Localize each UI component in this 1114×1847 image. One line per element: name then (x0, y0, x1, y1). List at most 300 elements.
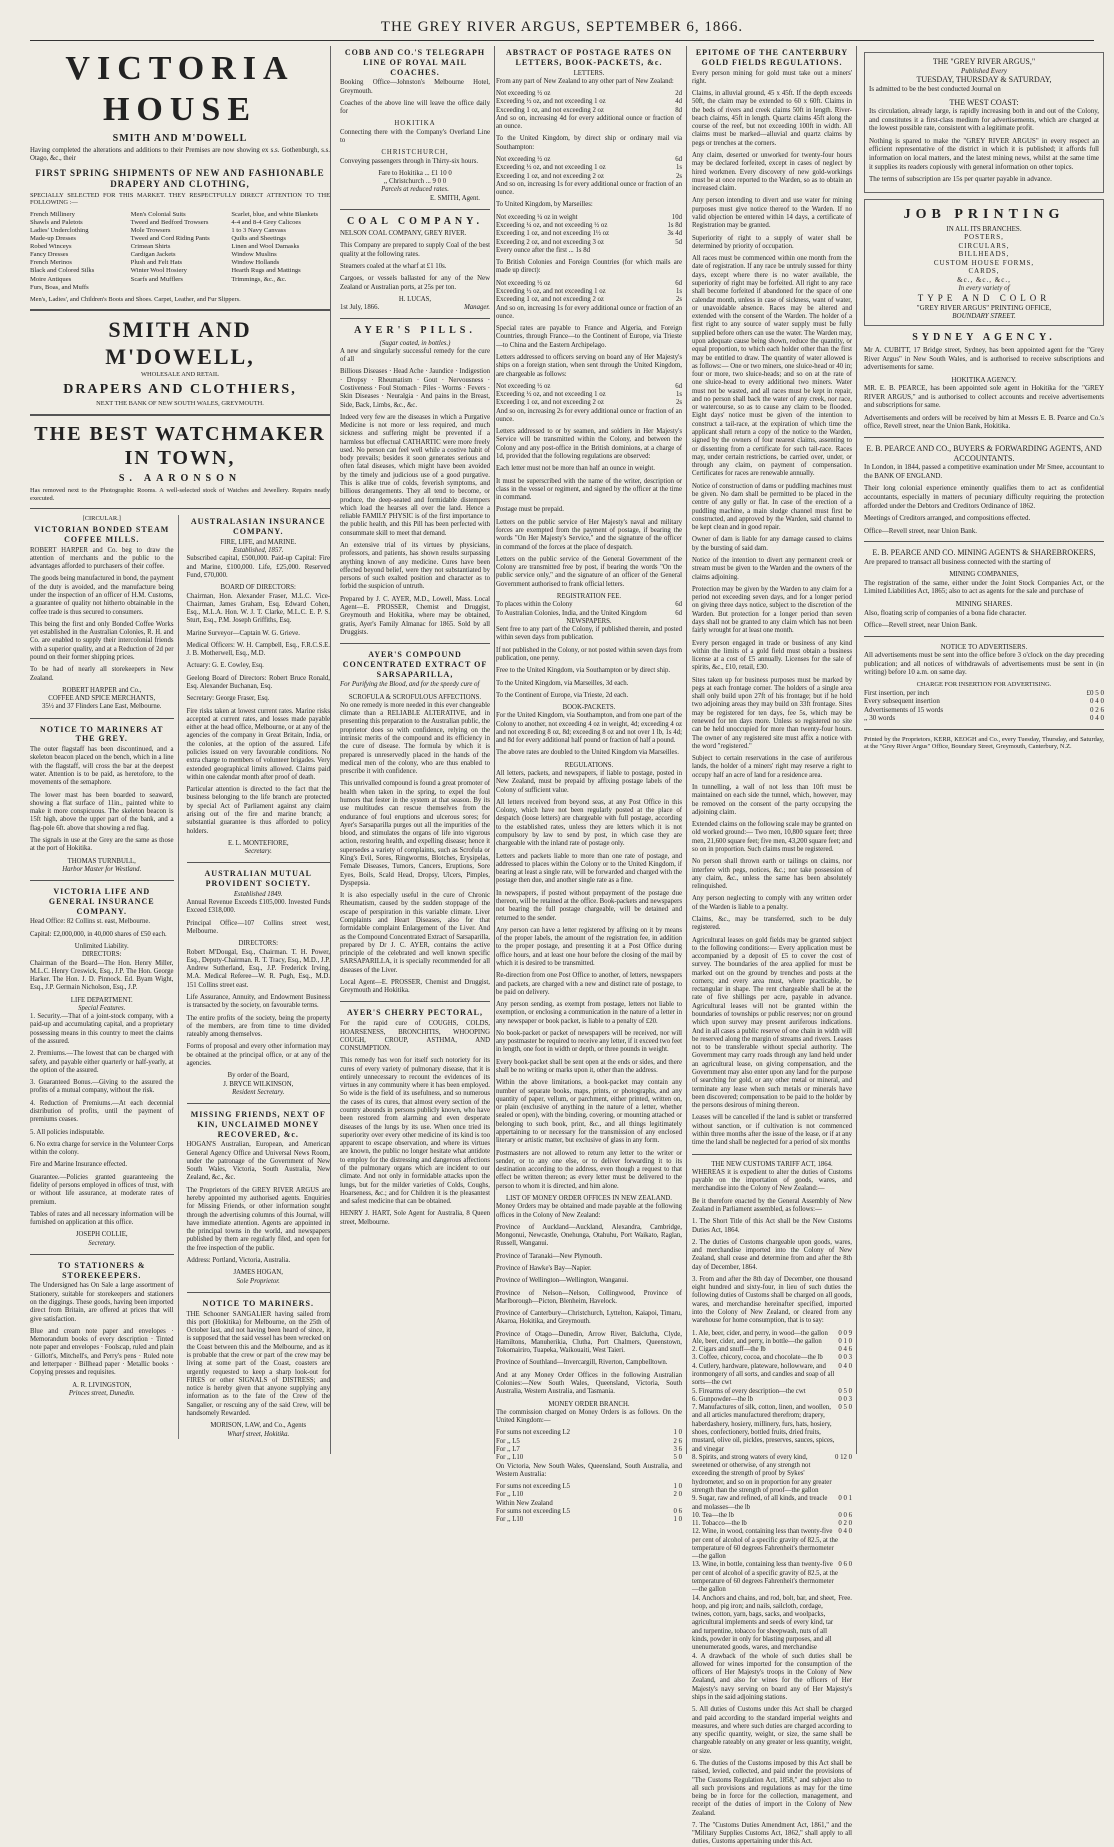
tariff-row (692, 1520, 852, 1528)
tariff-row (692, 1512, 852, 1520)
missing-address: Address: Portland, Victoria, Australia. (186, 1256, 291, 1264)
charge-rate-row (864, 689, 1104, 698)
money-rate-row-label: For ,, L7 (496, 1446, 520, 1453)
cobb-booking: Booking Office—Johnston's Melbourne Hotel, Greymouth. (340, 79, 490, 95)
tariff-row-label: 4. Cutlery, hardware, plateware, hollowware, and ironmongery of all sorts, and candles and soap of all sorts—the cwt (692, 1362, 835, 1387)
pearce1-p4: Office—Revell street, near Union Bank. (864, 526, 978, 535)
charge-rate-row-value: 0 4 0 (1090, 714, 1104, 723)
tariff-row (692, 1528, 852, 1561)
postage-p15: Postage must be prepaid. (496, 506, 564, 514)
postage-p9: Special rates are payable to France and Algeria, and Foreign Countries, through France—to the Continent of Europe, via Trieste—to China and the Eastern Archipelago. (496, 325, 682, 349)
pearce2-sub2: MINING SHARES. (955, 599, 1013, 608)
argus-p1: Is admitted to be the best conducted Journal on (869, 85, 1001, 94)
mutual-sig2: J. BRYCE WILKINSON, (223, 1080, 294, 1088)
life-title: VICTORIA LIFE AND GENERAL INSURANCE COMPANY. (48, 887, 155, 916)
job-item: &c., &c., &c., (957, 275, 1011, 284)
postage-rate-row (496, 164, 682, 172)
mariners-title: NOTICE TO MARINERS AT THE GREY. (40, 724, 164, 744)
mutual-list: Robert M'Dougal, Esq., Chairman. T. H. Power, Esq., Deputy-Chairman. R. T. Tracy, Esq., M.D., J.P. Andrew Sutherland, Esq., J.P. Frederick Irving, M.A. Medical Referee—W. R. Pugh, Esq., M.D. 151 Collins street east. (186, 948, 330, 989)
tariff-row (692, 1561, 852, 1594)
postage-rate-row (496, 98, 682, 106)
cant-p11: Every person engaged in trade or business of any kind within the limits of a gold field must obtain a business license at a cost of £5 annually. Licenses for the sale of spirits, &c., £10, retail, £30. (692, 639, 852, 672)
tariff-row-value: 0 4 6 (838, 1346, 852, 1354)
life-capital: Capital: £2,000,000, in 40,000 shares of £50 each. (30, 930, 167, 938)
sarsa-title: AYER'S COMPOUND CONCENTRATED EXTRACT OF SARSAPARILLA, (342, 650, 488, 679)
mutual-p1: Life Assurance, Annuity, and Endowment Business is transacted by the society, on favourable terms. (186, 993, 330, 1010)
cobb-hokitika: HOKITIKA (394, 120, 436, 128)
tariff-row (692, 1595, 852, 1653)
money-rate-row (496, 1516, 682, 1524)
reg-p7: Any person sending, as exempt from postage, letters not liable to exemption, or enclosing a communication in the nature of a letter in any newspaper or book packet, is liable to a penalty of £20. (496, 1001, 682, 1025)
postage-rate-row (496, 173, 682, 181)
tariff-row (692, 1363, 852, 1388)
postage-rate-row-value: 3s 4d (667, 230, 682, 238)
coal-title: COAL COMPANY. (347, 215, 483, 227)
divider (187, 862, 331, 863)
charge-rate-row-value: 0 2 6 (1090, 705, 1104, 714)
cobb-parcels: Parcels at reduced rates. (381, 186, 449, 194)
mutual-office: Principal Office—107 Collins street west, Melbourne. (186, 919, 330, 936)
job-printing-box (864, 199, 1104, 326)
pearce2-p1: Are prepared to transact all business connected with the starting of (864, 557, 1051, 566)
pearce2-p3: Also, floating scrip of companies of a bona fide character. (864, 608, 1027, 617)
postage-p6: Every ounce after the first ... 1s 8d (496, 246, 590, 254)
money-rate-row-value: 2 6 (673, 1437, 682, 1445)
drapery-item: French Merinos (30, 259, 72, 267)
cant-p16: No person shall thrown earth or tailings on claims, nor interfere with pegs, notices, &c.; nor take possession of any claim, &c., unless the same has been absolutely relinquished. (692, 858, 852, 891)
cant-p15: Extended claims on the following scale may be granted on old worked ground:— Two men, 10,800 square feet; three men, 21,600 square feet; five men, 43,200 square feet; and so on in proportion. Such claims must be registered. (692, 821, 852, 853)
registration-rates (496, 601, 682, 618)
regulations-heading: REGULATIONS. (564, 761, 614, 769)
cant-p19: Agricultural leases on gold fields may be granted subject to the following conditions:— Every application must be accompanied by a deposit of £5 to cover the cost of survey. The boundaries of the area applied for must be marked out on the ground by trenches and posts at the corners; and every area must, where practicable, be rectangular in shape. The rent chargeable shall be at the rate of five shillings per acre, payable in advance. Agricultural leases will not be granted within the boundaries of townships or public reserves; nor on ground which upon survey may present auriferous indications. And in all cases a public reserve of one chain in width will be reserved along the margin of streams and rivers. Leases not to be transferable without special authority. The Government may carry roads through any land held under an agricultural lease, on giving compensation, and the Government may also enter upon any land for the purpose of searching for gold, or any other metal or mineral, and terminate any lease when such metals or minerals have been discovered; compensation to be paid to the holder by the persons desirous of mining thereon. (692, 936, 852, 1110)
postage-rate-row-value: 1s (675, 287, 682, 295)
postage-rate-row (496, 280, 682, 288)
reg-p11: Postmasters are not allowed to return any letter to the writer or sender, or to any one else, or to deliver forwarding it to its destination according to the address, even though a request to that effect be written thereon; as every letter must be delivered to the person to whom it is directed, and him alone. (496, 1149, 682, 1190)
column-5 (864, 46, 1104, 1454)
postage-rate-row (496, 156, 682, 164)
postage-rates-5 (496, 383, 682, 408)
job-item: POSTERS, (964, 233, 1004, 242)
notice-mariners-p1: THE Schooner SANGALIER having sailed from this port (Hokitika) for Melbourne, on the 25th of October last, and not having been heard of since, it is supposed that the said vessel has been wrecked on the Coast between this and the Melbourne, and as it is probable that the crew or part of the crew may be living at some part of the Coast, coasters are urgently requested to keep a sharp look-out for FIRES or other SIGNALS of DISTRESS; and notice is hereby given that anyone supplying any information as to the fate of the Crew of the Sangalier, or rescuing any of the said Crew, will be handsomely Rewarded. (186, 1310, 330, 1417)
coal-date-row (340, 304, 490, 312)
cant-p13: Subject to certain reservations in the case of auriferous lands, the holder of a miners' right may reserve a right to occupy half an acre of land for a residence area. (692, 755, 852, 779)
postage-rate-row (496, 222, 682, 230)
argus-title: THE "GREY RIVER ARGUS," (932, 57, 1036, 66)
charge-rate-row-value: 0 4 0 (1090, 697, 1104, 706)
tariff-row-label: Ale, beer, cider, and perry, in bottle—the gallon (692, 1337, 822, 1345)
life-fire: Fire and Marine Insurance effected. (30, 1161, 128, 1169)
money-rate-row-label: For ,, L10 (496, 1491, 524, 1499)
postage-rates-2 (496, 156, 682, 181)
divider (340, 209, 490, 210)
newspapers-heading: NEWSPAPERS. (566, 617, 612, 625)
postage-rate-row-label: Exceeding 1 oz, and not exceeding 2 oz (496, 172, 604, 180)
tariff-row-label: 8. Spirits, and strong waters of every kind, sweetened or otherwise, of any strength not exceeding the strength of proof by Sykes' hydrometer, and so on in proportion for any greater strength than the strength of proof—the gallon (692, 1453, 832, 1494)
austral-geelong: Geelong Board of Directors: Robert Bruce Ronald, Esq. Alexander Buchanan, Esq. (186, 674, 330, 691)
charge-rate-row (864, 706, 1104, 715)
cant-p12: Sites taken up for business purposes must be marked by pegs at each frontage corner. The holders of a single area shall only build upon 27ft of his frontage; but if he hold two adjoining areas they may build on 33ft frontage. Sites may be registered for ten days, fee 5s, which may be renewed for ten days more. Unless so registered no site can be held unoccupied for more than twenty-four hours. The owner of any registered site must affix a notice with the word "registered." (692, 676, 852, 750)
watchmaker-name: S. AARONSON (118, 472, 242, 484)
postage-rate-row-value: 4d (675, 98, 682, 106)
postage-rate-row-label: Not exceeding ½ oz (496, 279, 551, 287)
austral-p2: Particular attention is directed to the fact that the business belonging to the life branch are protected by special Act of Parliament against any claim arising out of the fire and marine branch; a substantial guarantee is thus afforded to policy holders. (186, 786, 330, 835)
money-rate-row-label: For ,, L5 (496, 1437, 520, 1445)
drapery-item: Black and Colored Silks (30, 267, 95, 275)
postage-p17: Letters on the public service of the General Government of the Colony are transmitted free by post, if bearing the words "On the public service only," and the signature of an officer of the General Government authorised to frank official letters. (496, 555, 682, 588)
cobb-christchurch: CHRISTCHURCH, (381, 149, 449, 157)
notice-mariners-sig1: MORISON, LAW, and Co., Agents (210, 1422, 307, 1430)
tariff-row (692, 1338, 852, 1346)
postage-rate-row-value: 1s (675, 391, 682, 399)
masthead (30, 14, 1094, 41)
cant-p5: Superiority of right to a supply of water shall be determined by priority of occupation. (692, 234, 852, 250)
coal-sub: NELSON COAL COMPANY, GREY RIVER. (340, 230, 467, 238)
austral-board: BOARD OF DIRECTORS: (220, 584, 296, 592)
household-item: Quilts and Sheetings (231, 235, 286, 243)
bonded-title: VICTORIAN BONDED STEAM COFFEE MILLS. (34, 525, 170, 544)
life-dept: LIFE DEPARTMENT. (70, 996, 133, 1004)
money-p4: Province of Hawke's Bay—Napier. (496, 1264, 592, 1272)
coal-p2: Steamers coaled at the wharf at £1 10s. (340, 262, 447, 270)
money-rate-row-value: 0 6 (673, 1507, 682, 1515)
column-3 (496, 46, 687, 1524)
clothing-item: Mole Trowsers (130, 227, 171, 235)
money-p7: Province of Canterbury—Christchurch, Lyttelton, Kaiapoi, Timaru, Akaroa, Hokitika, and Greymouth. (496, 1310, 682, 1326)
job-street: BOUNDARY STREET. (952, 312, 1016, 321)
registration-heading: REGISTRATION FEE. (556, 592, 622, 600)
column-4 (692, 46, 857, 1846)
notice-adv-p1: All advertisements must be sent into the office before 3 o'clock on the day preceding publication; and all notices of withdrawals of advertisements must be sent in (in writing) before 10 a.m. on same day. (864, 651, 1104, 677)
victoria-house-title: VICTORIA HOUSE (65, 50, 295, 129)
tariff-p8: 6. The duties of the Customs imposed by this Act shall be raised, levied, collected, and paid under the provisions of "The Customs Regulation Act, 1858," and subject also to all such provisions and regulations as may for the time being be in force for the collection, management, and receipt of the duties of import in the Colony of New Zealand. (692, 1759, 852, 1817)
postage-p2: And so on, increasing 4d for every additional ounce or fraction of an ounce. (496, 114, 682, 131)
charge-rate-row-label: Advertisements of 15 words (864, 705, 944, 714)
household-item: Trimmings, &c., &c. (231, 275, 287, 283)
postage-rate-row-value: 1s 8d (667, 222, 682, 229)
tariff-row-value: 0 0 3 (838, 1354, 852, 1362)
tariff-row-label: 13. Wine, in bottle, containing less than twenty-five per cent of alcohol of a specific gravity of 82.5, at the temperature of 60 degrees Fahrenheit's thermometer—the gallon (692, 1561, 838, 1594)
cant-p7: Notice of construction of dams or puddling machines must be given. No dam shall be permitted to be placed in the centre of any gully or flat. In case of the erection of a puddling machine, a main sludge channel must first be constructed, and approved by the Warden, said channel to be kept clean and in good repair. (692, 482, 852, 532)
canterbury-title: EPITOME OF THE CANTERBURY GOLD FIELDS REGULATIONS. (695, 48, 849, 67)
money-rate-row-label: For ,, L10 (496, 1454, 524, 1462)
tariff-p4: 2. The duties of Customs chargeable upon goods, wares, and merchandise imported into the Colony of New Zealand, shall cease and determine from and after the 8th day of December, 1864. (692, 1238, 852, 1271)
pearce1-p1: In London, in 1844, passed a competitive examination under Mr Smee, accountant to the BANK OF ENGLAND. (864, 463, 1104, 480)
argus-days: TUESDAY, THURSDAY & SATURDAY, (916, 75, 1052, 85)
postage-title: ABSTRACT OF POSTAGE RATES ON LETTERS, BOOK-PACKETS, &c. (506, 48, 672, 67)
life-f5: 5. All policies indisputable. (30, 1128, 105, 1136)
job-office: "GREY RIVER ARGUS" PRINTING OFFICE, (916, 303, 1052, 312)
tariff-row (692, 1454, 852, 1495)
victoria-house-intro: Having completed the alterations and additions to their Premises are now showing ex s.s. Gothenburgh, s.s. Otago, &c., their (30, 147, 330, 163)
money-rate-row-value: 2 0 (673, 1491, 682, 1499)
money-rate-row (496, 1429, 682, 1437)
divider (864, 437, 1104, 438)
cherry-title: AYER'S CHERRY PECTORAL, (347, 1008, 483, 1018)
life-f6: 6. No extra charge for service in the Volunteer Corps within the colony. (30, 1140, 174, 1157)
postage-rate-row-label: Not exceeding ½ oz (496, 90, 551, 98)
divider (864, 729, 1104, 730)
postage-p11: And so on, increasing 2s for every additional ounce or fraction of an ounce. (496, 407, 682, 423)
postage-rate-row (496, 288, 682, 296)
masthead-title: THE GREY RIVER ARGUS, SEPTEMBER 6, 1866. (380, 19, 744, 35)
reg-p4: In newspapers, if posted without prepayment of the postage due thereon, will be retained at the office. Book-packets and newspapers not bearing the full postage chargeable, will be detained and returned to the sender. (496, 889, 682, 922)
pearce1-title: E. B. PEARCE AND CO., BUYERS & FORWARDING AGENTS, AND ACCOUNTANTS. (866, 443, 1102, 463)
postage-p5: To United Kingdom, by Marseilles: (496, 201, 593, 209)
sarsa-sub: For Purifying the Blood, and for the speedy cure of (340, 681, 480, 689)
tariff-p9: 7. The "Customs Duties Amendment Act, 1861," and the "Military Supplies Customs Act, 1862," shall apply to all duties, Customs appertaining under this Act. (692, 1821, 852, 1846)
tariff-row-value: 0 5 0 (838, 1404, 852, 1412)
postage-rates-4 (496, 280, 682, 305)
money-rate-row (496, 1483, 682, 1491)
postage-rate-row-label: Exceeding ½ oz, and not exceeding 1 oz (496, 391, 606, 399)
hokitika-p2: Advertisements and orders will be received by him at Messrs E. B. Pearce and Co.'s office, Revell street, near the Union Bank, Hokitika. (864, 413, 1104, 431)
charge-rate-row-label: ,, 30 words (864, 714, 896, 723)
postage-p13: Each letter must not be more than half an ounce in weight. (496, 465, 655, 473)
argus-pub: Published Every (960, 66, 1008, 75)
registration-rate-row-value: 6d (675, 601, 682, 609)
registration-rate-row (496, 601, 682, 609)
austral-capital: Subscribed capital, £500,000. Paid-up Capital: Fire and Marine, £100,000. Life, £25,000. Reserved Fund, £70,000. (186, 555, 330, 579)
postage-p16: Letters on the public service of Her Majesty's naval and military forces are exempted from the payment of postage, if bearing the words "On Her Majesty's Service," and the signature of the officer in command of the forces at the place of despatch. (496, 518, 682, 551)
postage-rate-row (496, 214, 682, 222)
money-branch: MONEY ORDER BRANCH. (548, 1400, 630, 1408)
ayers-intro: A new and singularly successful remedy for the cure of all (340, 347, 490, 364)
postage-rate-row-value: 6d (675, 156, 682, 164)
argus-box (864, 52, 1104, 193)
household-item: Window Muslins (231, 251, 277, 259)
money-list-title: LIST OF MONEY ORDER OFFICES IN NEW ZEALAND. (505, 1194, 673, 1202)
stationers-sig2: Princes street, Dunedin. (68, 1389, 135, 1397)
sarsa-p1: No one remedy is more needed in this ever changeable climate than a RELIABLE ALTERATIVE, and in presenting this preparation to the Australian public, the proprietor does so with confidence, relying on the intrinsic merits of the compound and its efficiency in the cure of disease. The formula by which it is prepared is unreservedly placed in the hands of the medical men of the colony, who are thus enabled to prescribe it with confidence. (340, 701, 490, 776)
money-rate-row (496, 1454, 682, 1462)
postage-p14: It must be superscribed with the name of the writer, description or class in the vessel or regiment, and signed by the officer at the time in command. (496, 477, 682, 502)
austral-p1: Fire risks taken at lowest current rates. Marine risks accepted at current rates, and losses made payable either at the head office, Melbourne, or at any of the agencies of the company in Great Britain, India, or the colonies, at the option of the assured. Life policies issued on very favourable conditions. No extra charge to members of volunteer brigades. Very extended geographical limits allowed. Claims paid within one calendar month after proof of death. (186, 707, 330, 781)
items-column-1 (30, 211, 129, 291)
cant-p17: Any person neglecting to comply with any written order of the Warden is liable to a penalty. (692, 895, 852, 911)
tariff-row-value: 0 4 0 (838, 1362, 852, 1370)
postage-rate-row (496, 296, 682, 304)
tariff-row-value: 0 12 0 (835, 1453, 852, 1461)
clothing-item: Tweed and Bedford Trowsers (130, 219, 209, 227)
registration-rate-row-value: 6d (675, 609, 682, 617)
postage-p7: To British Colonies and Foreign Countries (for which mails are made up direct): (496, 259, 682, 275)
tariff-row-value: 0 0 3 (838, 1395, 852, 1403)
household-item: Scarlet, blue, and white Blankets (231, 211, 319, 219)
cobb-p3: Conveying passengers through in Thirty-six hours. (340, 157, 479, 165)
postage-rate-row (496, 90, 682, 98)
postage-rate-row-value: 2s (675, 399, 682, 407)
money-p9: Province of Southland—Invercargill, Riverton, Campbelltown. (496, 1359, 668, 1367)
divider (187, 1292, 331, 1293)
divider (692, 1154, 852, 1155)
postage-p8: And so on, increasing 1s for every additional ounce or fraction of an ounce. (496, 304, 682, 320)
circular-label: [CIRCULAR.] (82, 515, 121, 523)
reg-p3: Letters and packets liable to more than one rate of postage, and addressed to places within the Colony or to the United Kingdom, if bearing at least a single rate, will be forwarded and charged with the postage then due, and another single rate as a fine. (496, 852, 682, 885)
notice-mariners-title: NOTICE TO MARINERS. (202, 1298, 314, 1308)
divider (187, 1103, 331, 1104)
postage-rate-row-value: 2s (675, 296, 682, 304)
job-title: JOB PRINTING (903, 206, 1065, 222)
money-p3: Province of Taranaki—New Plymouth. (496, 1252, 603, 1260)
cobb-fare1: Fare to Hokitika ... £1 10 0 (378, 169, 452, 177)
tariff-p2: Be it therefore enacted by the General Assembly of New Zealand in Parliament assembled, as follows:— (692, 1197, 852, 1213)
bonded-p1: ROBERT HARPER and Co. beg to draw the attention of merchants and the public to the advantages afforded to purchasers of their coffee. (30, 546, 174, 571)
postage-p1: From any part of New Zealand to any other part of New Zealand: (496, 77, 674, 85)
argus-coast: THE WEST COAST: (949, 97, 1019, 107)
cherry-agent: HENRY J. HART, Sole Agent for Australia, 8 Queen street, Melbourne. (340, 1210, 490, 1226)
austral-actuary: Actuary: G. E. Cowley, Esq. (186, 662, 264, 670)
postage-p3: To the United Kingdom, by direct ship or ordinary mail via Southampton: (496, 135, 682, 151)
clothing-item: Winter Wool Hosiery (130, 267, 187, 275)
austral-sub: FIRE, LIFE, and MARINE. (220, 538, 297, 546)
pearce2-sub: MINING COMPANIES, (949, 570, 1019, 579)
coal-sig1: H. LUCAS, (398, 295, 432, 303)
tariff-row-value: 0 5 0 (838, 1387, 852, 1395)
pearce1-p3: Meetings of Creditors arranged, and compositions effected. (864, 514, 1031, 523)
life-directors: DIRECTORS: (81, 951, 122, 959)
postage-rate-row (496, 230, 682, 238)
watchmaker-title: THE BEST WATCHMAKER IN TOWN, (34, 422, 326, 470)
job-type: TYPE AND COLOR (917, 292, 1051, 303)
charge-title: CHARGE FOR INSERTION FOR ADVERTISING. (916, 680, 1052, 688)
tariff-row-label: 10. Tea—the lb (692, 1511, 734, 1519)
charge-rate-row-value: £0 5 0 (1086, 688, 1104, 697)
subcolumn-1b (187, 515, 331, 1438)
job-sub: IN ALL ITS BRANCHES. (946, 224, 1022, 233)
divider (30, 414, 330, 416)
life-directors-list: Chairman of the Board—The Hon. Henry Miller, M.L.C. Henry Creswick, Esq., J.P. The Hon. George Harker. The Hon. J. D. Pinnock. Ed. Byam Wight, Esq., J.P. Germain Nicholson, Esq., J.P. (30, 959, 174, 992)
postage-rates-3 (496, 214, 682, 247)
money-rates-2 (496, 1483, 682, 1524)
money-rate-row-value: 1 0 (673, 1429, 682, 1437)
drapery-item: French Millinery (30, 211, 75, 219)
cobb-p2: Connecting there with the Company's Overland Line to (340, 128, 490, 144)
job-item: BILLHEADS, (958, 250, 1010, 259)
austral-sig2: Secretary. (244, 848, 272, 856)
divider (30, 309, 330, 311)
austral-marine: Marine Surveyor—Captain W. G. Grieve. (186, 629, 300, 637)
postage-rate-row-value: 6d (675, 279, 682, 287)
registration-rate-row-label: To places within the Colony (496, 601, 573, 609)
victoria-house-selected: SPECIALLY SELECTED FOR THIS MARKET. THEY RESPECTFULLY DIRECT ATTENTION TO THE FOLLOWING :— (30, 191, 330, 207)
money-p12: On Victoria, New South Wales, Queensland, South Australia, and Western Australia: (496, 1462, 682, 1478)
postage-rates-1 (496, 90, 682, 115)
money-p8: Province of Otago—Dunedin, Arrow River, Balclutha, Clyde, Hamiltons, Manuherikia, Clutha, Port Chalmers, Queenstown, Tokomairiro, Tuapeka, Waikouaiti, West Taieri. (496, 1330, 682, 1355)
postage-rate-row-label: Not exceeding ½ oz (496, 382, 551, 390)
divider (30, 880, 174, 881)
bonded-p3: This being the first and only Bonded Coffee Works yet established in the Australian Colonies, R. H. and Co. are enabled to supply their intercolonial friends with a superior quality, and at a Reduction of 2d per pound on their former shipping prices. (30, 620, 174, 662)
postage-rate-row-value: 8d (675, 106, 682, 114)
tariff-row (692, 1346, 852, 1354)
stationers-sig1: A. R. LIVINGSTON, (72, 1381, 132, 1389)
austral-title: AUSTRALASIAN INSURANCE COMPANY. (190, 517, 326, 537)
missing-sig2: Sole Proprietor. (236, 1277, 280, 1285)
items-column-2 (131, 211, 230, 291)
tariff-p1: WHEREAS it is expedient to alter the duties of Customs payable on the importation of goods, wares, and merchandise into the Colony of New Zealand:— (692, 1168, 852, 1193)
tariff-items (692, 1330, 852, 1653)
money-p11: The commission charged on Money Orders is as follows. On the United Kingdom:— (496, 1408, 682, 1425)
cant-p9: Notice of the intention to divert any permanent creek or stream must be given to the Warden and the owners of the claims adjoining. (692, 556, 852, 581)
money-p6: Province of Nelson—Nelson, Collingwood, Province of Marlborough—Picton, Blenheim, Havelock. (496, 1289, 682, 1305)
clothing-item: Tweed and Cord Riding Pants (130, 235, 210, 243)
tariff-row-label: 11. Tobacco—the lb (692, 1520, 747, 1528)
postage-rate-row-value: 6d (675, 382, 682, 390)
austral-board-list: Chairman, Hon. Alexander Fraser, M.L.C. Vice-Chairman, James Graham, Esq. Edward Cohen, Esq., M.L.A. Hon. W. J. T. Clarke, M.L.C. E. P. S. Sturt, Esq., P.M. Joseph Griffiths, Esq. (186, 592, 330, 625)
ayers-p3: Prepared by J. C. AYER, M.D., Lowell, Mass. Local Agent—E. PROSSER, Chemist and Druggist, Greymouth and Hokitika, where may be obtained, gratis, Ayer's Family Almanac for 1865. Sold by all Druggists. (340, 595, 490, 636)
cobb-sig: E. SMITH, Agent. (429, 194, 480, 202)
missing-p1: HOGAN'S Australian, European, and American General Agency Office and Universal News Room, under the patronage of the Government of New South Wales, Victoria, South Australia, New Zealand, &c., &c. (186, 1141, 330, 1182)
reg-p6: Re-direction from one Post Office to another, of letters, newspapers and packets, are charged with a new and distinct rate of postage, to be paid on delivery. (496, 972, 682, 996)
charge-rates (864, 689, 1104, 723)
news-p5: To the Continent of Europe, via Trieste, 2d each. (496, 691, 629, 699)
tariff-row-label: 14. Anchors and chains, and rod, bolt, bar, and sheet, hoop, and pig iron; and nails, sailcloth, cordage, twines, cotton, yarn, bags, sacks, and woolpacks, agricultural implements and seeds of every kind, tar and turpentine, tobacco for sheepwash, nuts of all kinds, powder in only for blasting purposes, and all unenumerated goods, wares, and merchandise (692, 1594, 836, 1652)
hokitika-p1: MR. E. B. PEARCE, has been appointed sole agent in Hokitika for the "GREY RIVER ARGUS," and is authorised to collect accounts and receive advertisements and subscriptions for same. (864, 384, 1104, 410)
household-item: Hearth Rugs and Mattings (231, 267, 301, 275)
postage-p12: Letters addressed to or by seamen, and soldiers in Her Majesty's Service will be transmitted within the Colony, and between the Colony and any post-office in the British dominions, at a charge of 1d, provided that the following regulations are observed: (496, 428, 682, 461)
money-rate-row-value: 3 6 (673, 1446, 682, 1453)
tariff-p5: 3. From and after the 8th day of December, one thousand eight hundred and sixty-four, in lieu of such duties the following duties of Customs shall be charged on all goods, wares, and merchandise hereinafter specified, imported into the Colony of New Zealand, or cleared from any warehouse for home consumption, that is to say: (692, 1275, 852, 1325)
missing-sig1: JAMES HOGAN, (233, 1269, 283, 1277)
cobb-title: COBB AND CO.'S TELEGRAPH LINE OF ROYAL MAIL COACHES. (344, 48, 486, 77)
clothing-item: Cardigan Jackets (130, 251, 176, 259)
money-rate-row (496, 1446, 682, 1454)
postage-rate-row-label: Not exceeding ¼ oz in weight (496, 213, 578, 221)
money-rate-row-label: For sums not exceeding L5 (496, 1507, 570, 1515)
victoria-house-headline: FIRST SPRING SHIPMENTS OF NEW AND FASHIONABLE DRAPERY AND CLOTHING, (35, 167, 325, 189)
missing-p2: The Proprietors of the GREY RIVER ARGUS are hereby appointed my authorised agents. Enquiries for Missing Friends, or other information sought through the advertising columns of this Journal, will have immediate attention. Agents are appointed in the principal towns in the world, and newspapers published by them are regularly filed, and open for the free inspection of the public. (186, 1186, 330, 1252)
mutual-title: AUSTRALIAN MUTUAL PROVIDENT SOCIETY. (204, 869, 312, 889)
life-f1: 1. Security.—That of a joint-stock company, with a paid-up and accumulating capital, and a proprietary possessing means in this country to meet the claims of the assured. (30, 1013, 174, 1046)
postage-rate-row-label: Exceeding ½ oz, and not exceeding 1 oz (496, 98, 606, 106)
pearce2-title: E. B. PEARCE AND CO. MINING AGENTS & SHAREBROKERS, (872, 548, 1096, 558)
money-rate-row-value: 1 0 (673, 1516, 682, 1524)
tariff-row-label: 9. Sugar, raw and refined, of all kinds, and treacle and molasses—the lb (692, 1495, 828, 1511)
charge-rate-row-label: First insertion, per inch (864, 688, 930, 697)
coal-date: 1st July, 1866. (340, 304, 380, 312)
mariners-p3: The signals in use at the Grey are the same as those at the port of Hokitika. (30, 837, 174, 853)
reg-p5: Any person can have a letter registered by affixing on it by means of the proper labels, the amount of the registration fee, in addition to the proper postage, and presenting it at a Post Office during office hours, and at least one hour before the closing of the mail by which it is desired to be transmitted. (496, 926, 682, 967)
money-rate-row-value: 5 0 (673, 1454, 682, 1462)
cherry-p1: This remedy has won for itself such notoriety for its cures of every variety of pulmonary disease, that it is entirely unnecessary to recount the evidences of its virtues in any community where it has been employed. So wide is the field of its usefulness, and so numerous the cases of its cures, that almost every section of the country abounds in persons publicly known, who have been restored from alarming and even desperate diseases of the lungs by its use. When once tried its superiority over every other medicine of its kind is too apparent to escape observation, and where its virtues are known, the public no longer hesitate what antidote to employ for the distressing and dangerous affections of the pulmonary organs which are incident to our climate. And not only in formidable attacks upon the lungs, but for the milder varieties of Colds, Coughs, Hoarseness, &c.; and for Children it is the pleasantest and safest medicine that can be obtained. (340, 1057, 490, 1206)
drapery-item: Furs, Boas, and Muffs (30, 283, 89, 291)
cobb-fare2: ,, Christchurch ... 9 0 0 (383, 178, 447, 186)
victoria-house-subtitle: SMITH AND M'DOWELL (112, 132, 248, 144)
pearce1-p2: Their long colonial experience eminently qualifies them to act as confidential accountants, especially in matters of pecuniary difficulty requiring the protection afforded under the Debtors and Creditors Ordinance of 1862. (864, 484, 1104, 510)
postage-rate-row-value: 1s (675, 164, 682, 172)
tariff-row-label: 2. Cigars and snuff—the lb (692, 1346, 766, 1354)
missing-title: MISSING FRIENDS, NEXT OF KIN, UNCLAIMED MONEY RECOVERED, &c. (190, 1110, 326, 1139)
clothing-item: Scarfs and Mufflers (130, 275, 183, 283)
cant-p3: Any claim, deserted or unworked for twenty-four hours may be declared forfeited, except in cases of neglect by hired workmen. Every discovery of new gold-workings must be at once reported to the Warden, so as to obtain an increased claim. (692, 152, 852, 193)
mutual-sig1: By order of the Board, (227, 1072, 289, 1080)
cant-p8: Owner of dam is liable for any damage caused to claims by the bursting of said dam. (692, 536, 852, 552)
coal-p3: Cargoes, or vessels ballasted for any of the New Zealand or Australian ports, at 25s per ton. (340, 275, 490, 291)
divider (864, 636, 1104, 637)
postage-rate-row (496, 239, 682, 247)
tariff-row-value: 0 2 0 (838, 1520, 852, 1528)
life-f4: 4. Reduction of Premiums.—At each decennial distribution of profits, until the payment of premiums ceases. (30, 1099, 174, 1124)
life-features: Special Features. (78, 1004, 126, 1012)
news-p2: If not published in the Colony, or not posted within seven days from publication, one penny. (496, 646, 682, 662)
smith-mdowell-title: SMITH AND M'DOWELL, (105, 317, 255, 370)
cherry-sub: For the rapid cure of COUGHS, COLDS, HOARSENESS, BRONCHITIS, WHOOPING COUGH, CROUP, ASTHMA, AND CONSUMPTION. (340, 1020, 490, 1053)
tariff-p3: 1. The Short Title of this Act shall be the New Customs Duties Act, 1864. (692, 1218, 852, 1234)
tariff-row-value: 0 6 0 (838, 1561, 852, 1569)
money-p5: Province of Wellington—Wellington, Wanganui. (496, 1277, 629, 1285)
bookpackets-heading: BOOK-PACKETS. (562, 704, 616, 712)
cant-p14: In tunnelling, a wall of not less than 10ft must be maintained on each side the tunnel, which, however, may be removed on the consent of the party occupying the adjoining claim. (692, 784, 852, 816)
cobb-p1: Coaches of the above line will leave the office daily for (340, 99, 490, 116)
